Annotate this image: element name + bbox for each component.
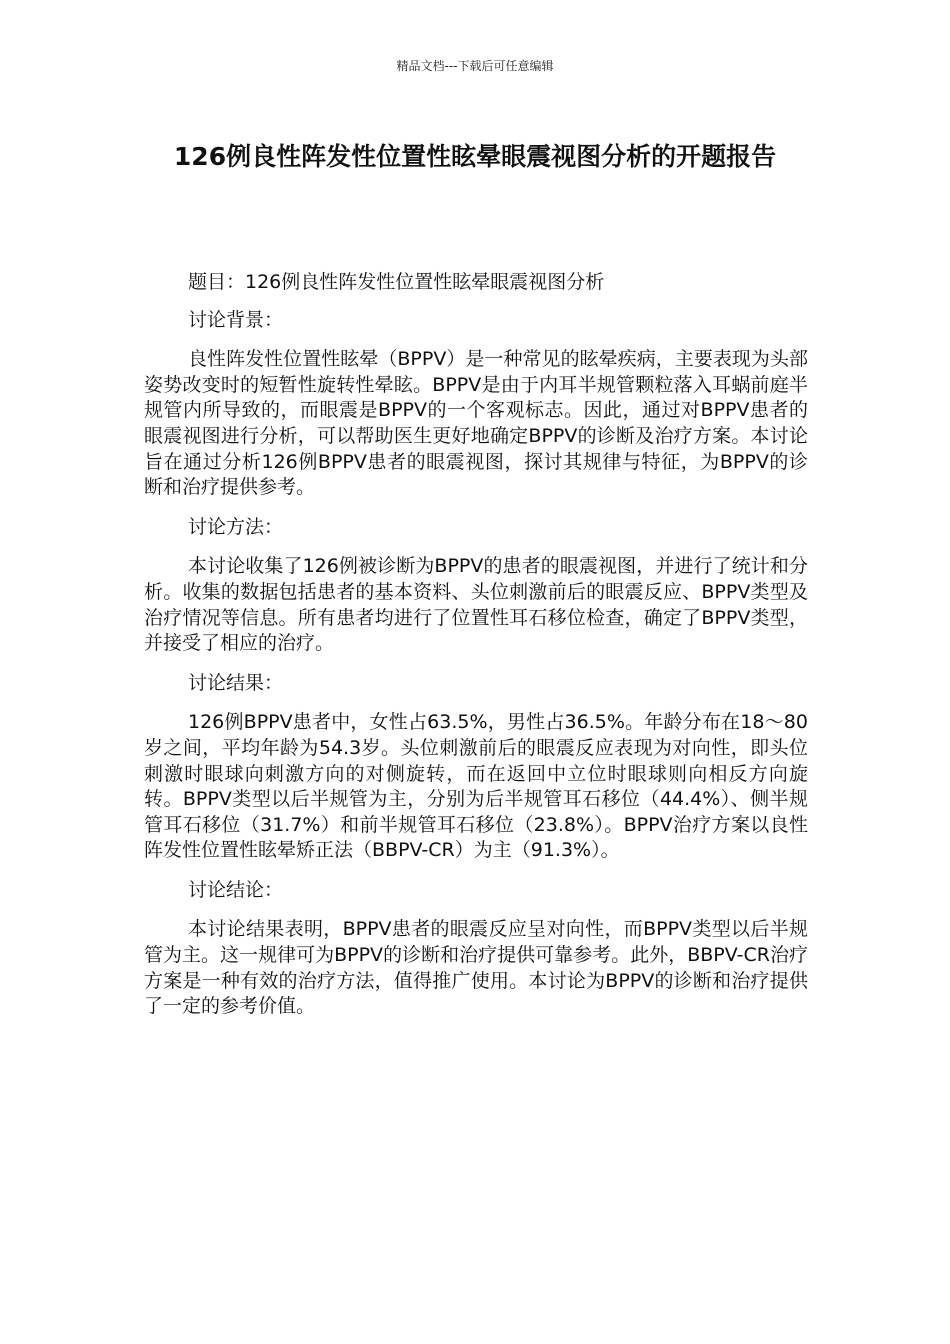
section-heading-results: 讨论结果： [188,671,284,694]
section-heading-conclusion: 讨论结论： [188,878,284,901]
document-title: 126例良性阵发性位置性眩晕眼震视图分析的开题报告 [173,142,777,171]
header-note: 精品文档---下载后可任意编辑 [396,59,554,73]
subject-line: 题目：126例良性阵发性位置性眩晕眼震视图分析 [188,271,605,293]
document-body [144,270,808,1020]
section-heading-background: 讨论背景： [188,308,284,331]
section-heading-methods: 讨论方法： [188,515,284,538]
section-body-conclusion: 本讨论结果表明，BPPV患者的眼震反应呈对向性，而BPPV类型以后半规管为主。这一规律可为BPPV的诊断和治疗提供可靠参考。此外，BBPV-CR治疗方案是一种有效的治疗方法，值得推广使用。本讨论为BPPV的诊断和治疗提供了一定的参考价值。 [144,918,808,1018]
section-body-background: 良性阵发性位置性眩晕（BPPV）是一种常见的眩晕疾病，主要表现为头部姿势改变时的短暂性旋转性晕眩。BPPV是由于内耳半规管颗粒落入耳蜗前庭半规管内所导致的，而眼震是BPPV的一个客观标志。因此，通过对BPPV患者的眼震视图进行分析，可以帮助医生更好地确定BPPV的诊断及治疗方案。本讨论旨在通过分析126例BPPV患者的眼震视图，探讨其规律与特征，为BPPV的诊断和治疗提供参考。 [144,348,808,499]
section-body-results: 126例BPPV患者中，女性占63.5%，男性占36.5%。年龄分布在18～80岁之间，平均年龄为54.3岁。头位刺激前后的眼震反应表现为对向性，即头位刺激时眼球向刺激方向的对侧旋转，而在返回中立位时眼球则向相反方向旋转。BPPV类型以后半规管为主，分别为后半规管耳石移位（44.4%）、侧半规管耳石移位（31.7%）和前半规管耳石移位（23.8%）。BPPV治疗方案以良性阵发性位置性眩晕矫正法（BBPV-CR）为主（91.3%）。 [144,711,808,862]
section-body-methods: 本讨论收集了126例被诊断为BPPV的患者的眼震视图，并进行了统计和分析。收集的数据包括患者的基本资料、头位刺激前后的眼震反应、BPPV类型及治疗情况等信息。所有患者均进行了位置性耳石移位检查，确定了BPPV类型，并接受了相应的治疗。 [144,555,808,655]
